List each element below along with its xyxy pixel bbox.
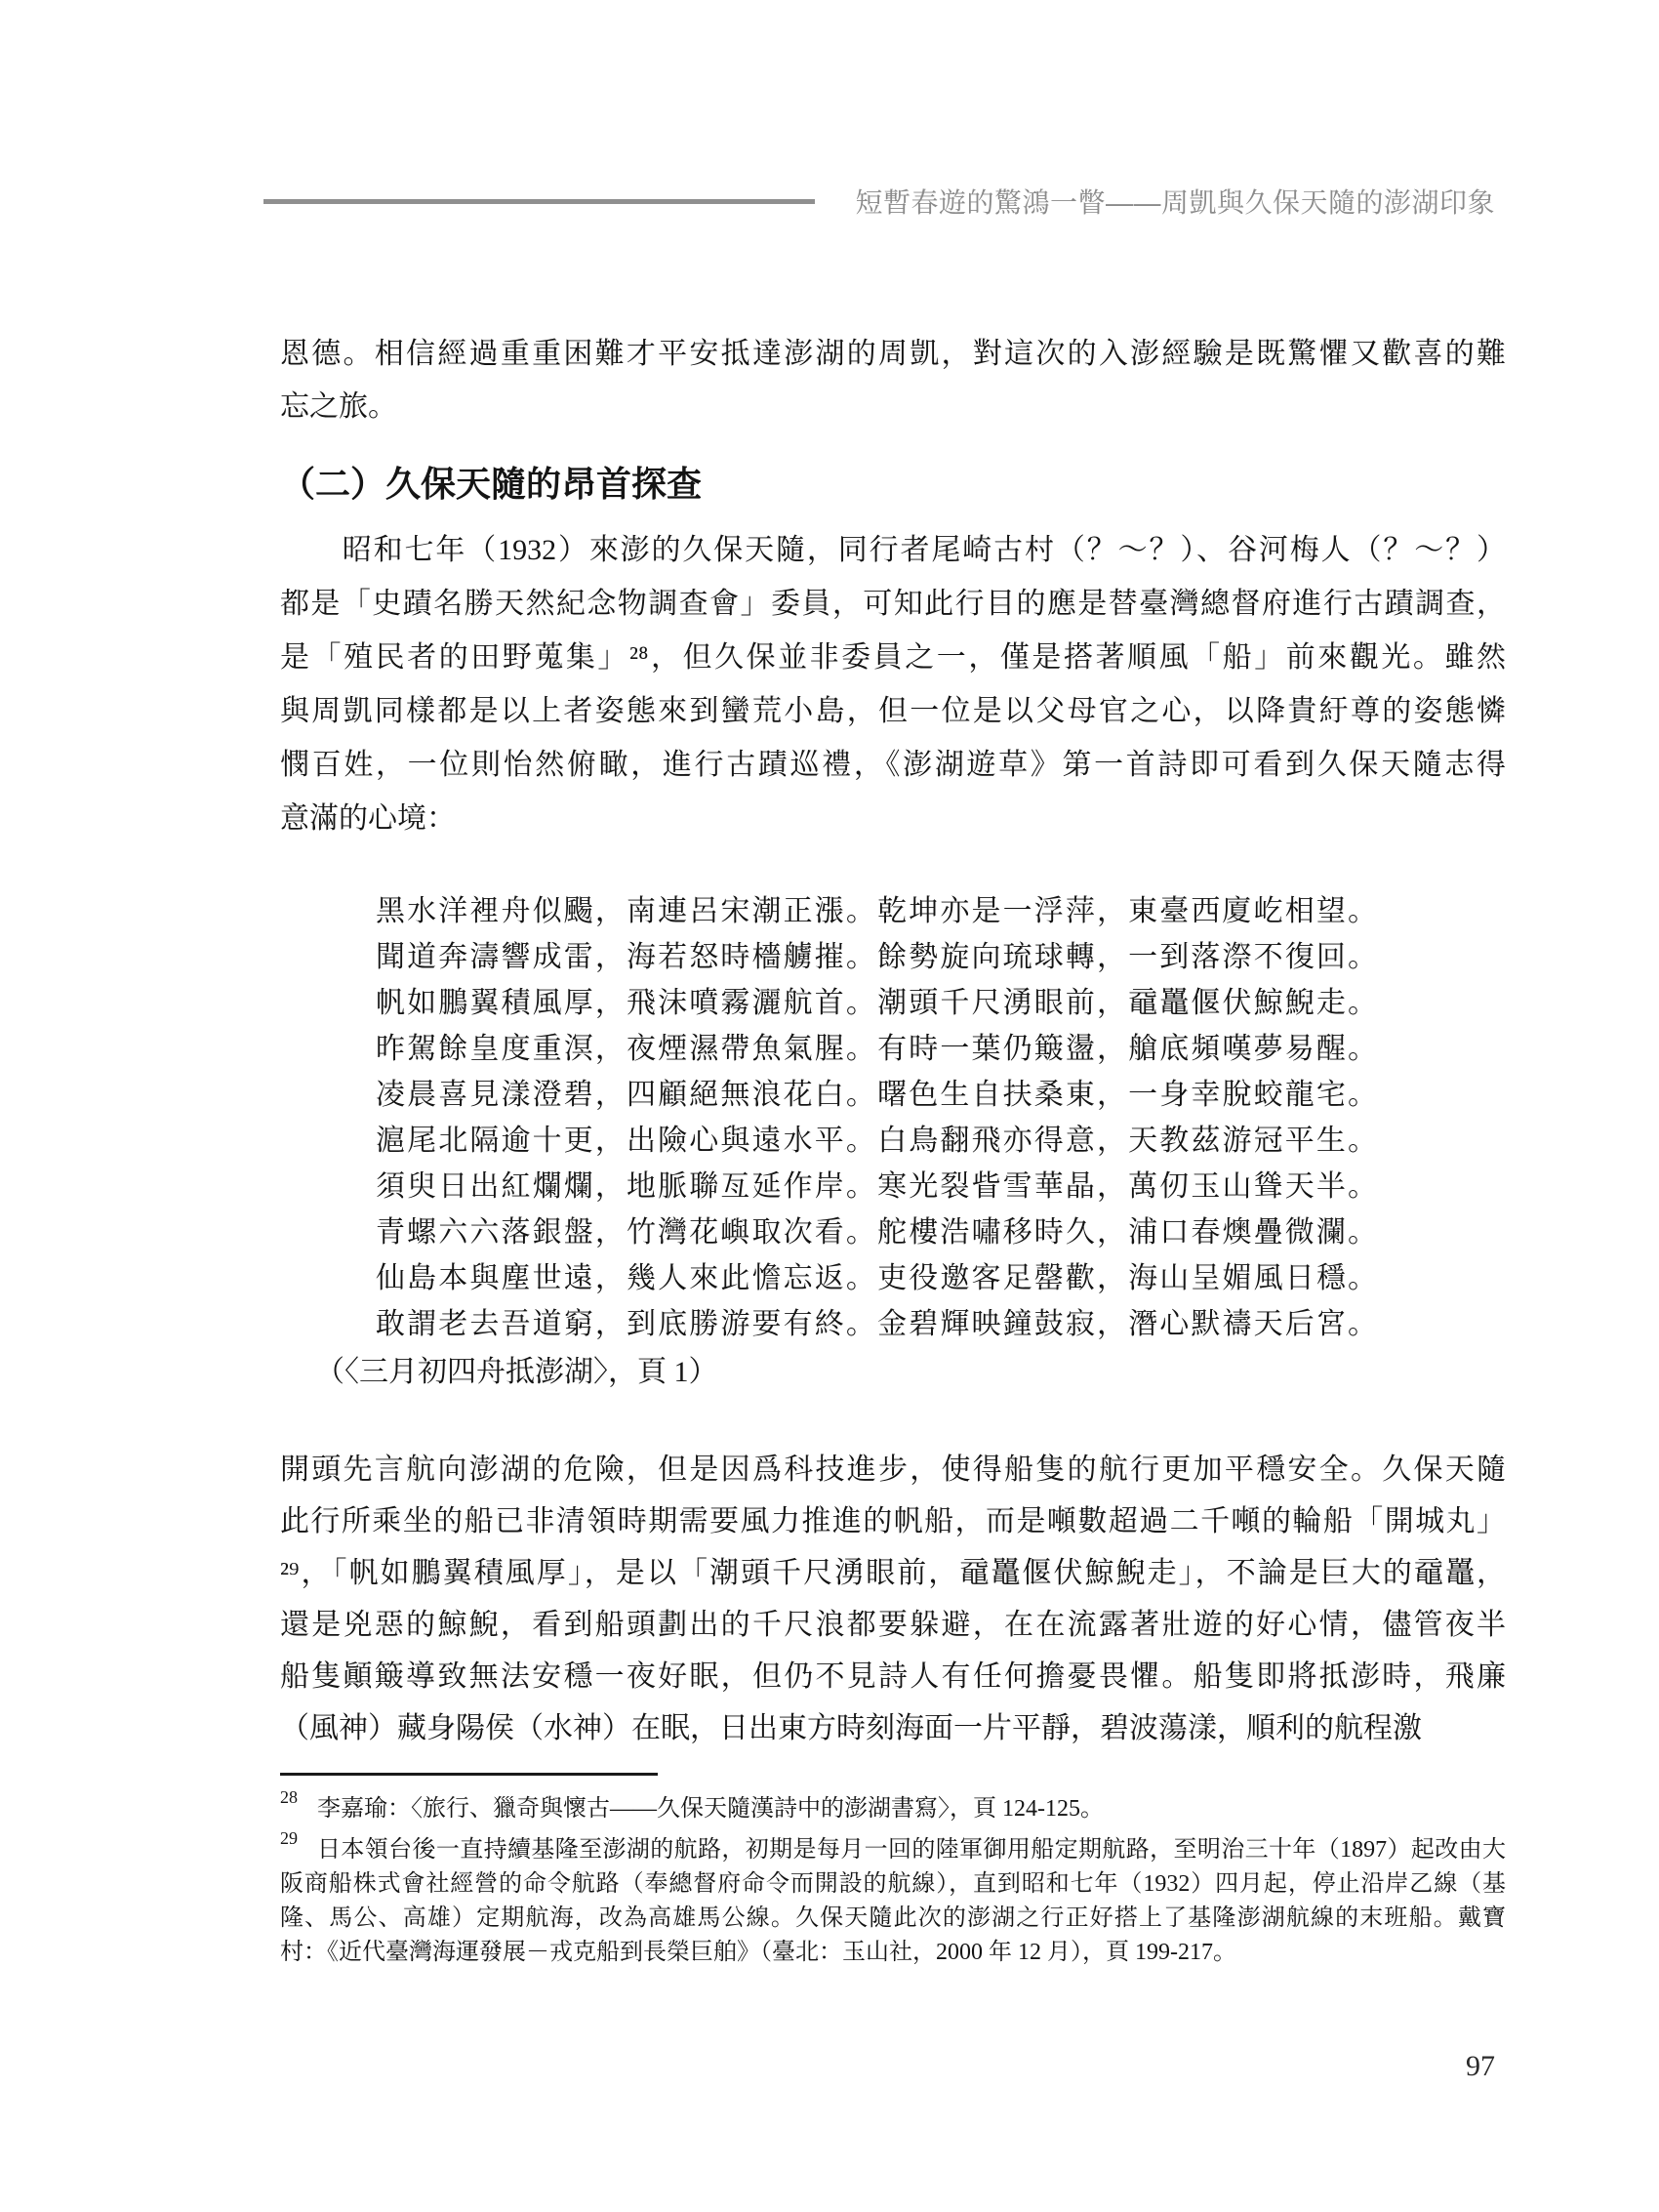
text-line: 意滿的心境： [280, 802, 456, 835]
text-line: 日本領台後一直持續基隆至澎湖的航路，初期是每月一回的陸軍御用船定期航路，至明治三十年（1897）起改由大 [317, 1837, 1506, 1863]
footnote-number: 28 [280, 1787, 298, 1807]
text-line: 與周凱同樣都是以上者姿態來到蠻荒小島，但一位是以父母官之心，以降貴紆尊的姿態憐 [280, 695, 1506, 727]
text-line: 還是兇惡的鯨鯢，看到船頭劃出的千尺浪都要躲避，在在流露著壯遊的好心情，儘管夜半 [280, 1609, 1506, 1641]
page-number: 97 [1466, 2050, 1495, 2082]
text-line: 青螺六六落銀盤，竹灣花嶼取次看。舵樓浩嘯移時久，浦口春燠疊微瀾。 [376, 1216, 1377, 1249]
text-line: 滬尾北隔逾十更，出險心與遠水平。白鳥翻飛亦得意，天教茲游冠平生。 [376, 1125, 1377, 1157]
text-line: 此行所乘坐的船已非清領時期需要風力推進的帆船，而是噸數超過二千噸的輪船「開城丸」 [280, 1505, 1506, 1537]
text-line: 船隻顚簸導致無法安穩一夜好眠，但仍不見詩人有任何擔憂畏懼。船隻即將抵澎時，飛廉 [280, 1660, 1506, 1693]
text-line: 開頭先言航向澎湖的危險，但是因爲科技進步，使得船隻的航行更加平穩安全。久保天隨 [280, 1454, 1506, 1486]
running-header-title: 短暫春遊的驚鴻一瞥——周凱與久保天隨的澎湖印象 [855, 187, 1495, 218]
text-line: 隆、馬公、高雄）定期航海，改為高雄馬公線。久保天隨此次的澎湖之行正好搭上了基隆澎湖航線的末班船。戴寶 [280, 1905, 1506, 1931]
text-line: 凌晨喜見漾澄碧，四顧絕無浪花白。曙色生自扶桑東，一身幸脫蛟龍宅。 [376, 1079, 1377, 1111]
text-line: 是「殖民者的田野蒐集」²⁸，但久保並非委員之一，僅是搭著順風「船」前來觀光。雖然 [280, 641, 1506, 674]
text-line: 村：《近代臺灣海運發展－戎克船到長榮巨舶》（臺北：玉山社，2000 年 12 月），頁 199-217。 [280, 1940, 1236, 1965]
text-line: 聞道奔濤響成雷，海若怒時檣艣摧。餘勢旋向琉球轉，一到落漈不復回。 [376, 941, 1377, 973]
poem-attribution: （〈三月初四舟抵澎湖〉，頁 1） [315, 1356, 718, 1388]
text-line: ²⁹，「帆如鵬翼積風厚」，是以「潮頭千尺湧眼前，黿鼉偃伏鯨鯢走」，不論是巨大的黿鼉， [280, 1557, 1506, 1589]
footnote-separator-rule [280, 1773, 658, 1776]
text-line: 阪商船株式會社經營的命令航路（奉總督府命令而開設的航線），直到昭和七年（1932）四月起，停止沿岸乙線（基 [280, 1871, 1506, 1897]
paragraph-analysis [280, 1444, 1506, 1754]
text-line: 都是「史蹟名勝天然紀念物調查會」委員，可知此行目的應是替臺灣總督府進行古蹟調查， [280, 588, 1506, 620]
text-line: （風神）藏身陽侯（水神）在眠，日出東方時刻海面一片平靜，碧波蕩漾，順利的航程激 [280, 1712, 1422, 1744]
header-rule [263, 199, 815, 204]
text-line: 恩德。相信經過重重困難才平安抵達澎湖的周凱，對這次的入澎經驗是既驚懼又歡喜的難 [280, 338, 1506, 370]
paragraph-continuation [280, 328, 1506, 433]
paragraph-intro [280, 523, 1506, 845]
text-line: 仙島本與塵世遠，幾人來此憺忘返。吏役邀客足罄歡，海山呈媚風日穩。 [376, 1262, 1377, 1294]
text-line: 忘之旅。 [280, 390, 397, 423]
text-line: 黑水洋裡舟似颺，南連呂宋潮正漲。乾坤亦是一浮萍，東臺西廈屹相望。 [376, 895, 1377, 927]
text-line: 敢謂老去吾道窮，到底勝游要有終。金碧輝映鐘鼓寂，潛心默禱天后宮。 [376, 1308, 1377, 1340]
text-line: 昭和七年（1932）來澎的久保天隨，同行者尾崎古村（？～？）、谷河梅人（？～？） [280, 534, 1506, 566]
text-line: 帆如鵬翼積風厚，飛沫噴霧灑航首。潮頭千尺湧眼前，黿鼉偃伏鯨鯢走。 [376, 987, 1377, 1019]
footnote-text [280, 1792, 1506, 1826]
text-line: 須臾日出紅爛爛，地脈聯亙延作岸。寒光裂眥雪華晶，萬仞玉山聳天半。 [376, 1170, 1377, 1203]
text-line: 憫百姓，一位則怡然俯瞰，進行古蹟巡禮，《澎湖遊草》第一首詩即可看到久保天隨志得 [280, 749, 1506, 781]
text-line: 李嘉瑜：〈旅行、獵奇與懷古——久保天隨漢詩中的澎湖書寫〉，頁 124-125。 [317, 1796, 1104, 1822]
footnote-29 [280, 1828, 1506, 1970]
poem-block-quote [376, 888, 1377, 1347]
running-header [263, 182, 1495, 221]
text-line: 昨駕餘皇度重溟，夜煙濕帶魚氣腥。有時一葉仍簸盪，艙底頻嘆夢易醒。 [376, 1033, 1377, 1065]
footnote-number: 29 [280, 1828, 298, 1848]
footnote-28 [280, 1787, 1506, 1826]
section-heading: （二）久保天隨的昂首探查 [280, 465, 703, 504]
footnote-text [280, 1833, 1506, 1970]
